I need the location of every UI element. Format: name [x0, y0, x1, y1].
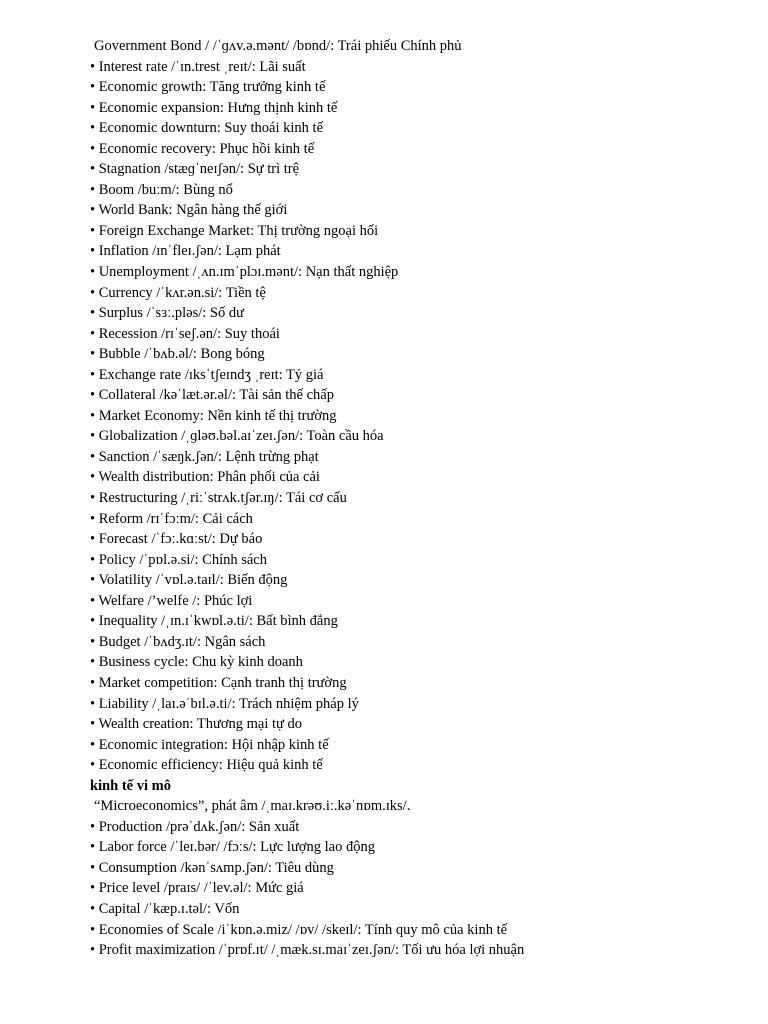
glossary-item: • Forecast /ˈfɔː.kɑːst/: Dự báo [90, 531, 263, 548]
glossary-item: • Policy /ˈpɒl.ə.si/: Chính sách [90, 551, 267, 568]
glossary-item: • Liability /ˌlaɪ.əˈbɪl.ə.ti/: Trách nhiệm pháp lý [90, 695, 359, 712]
glossary-item: • Wealth creation: Thương mại tự do [90, 716, 302, 733]
glossary-item: • Economic expansion: Hưng thịnh kinh tế [90, 99, 338, 116]
glossary-item: • Economies of Scale /iˈkɒn.ə.miz/ /ɒv/ /skeɪl/: Tính quy mô của kinh tế [90, 921, 508, 938]
glossary-item: • Exchange rate /ɪksˈtʃeɪndʒ ˌreɪt: Tỷ giá [90, 366, 324, 383]
glossary-item: • Currency /ˈkʌr.ən.si/: Tiền tệ [90, 284, 266, 301]
glossary-item: • Welfare /’welfe /: Phúc lợi [90, 592, 253, 609]
glossary-item: • Consumption /kənˈsʌmp.ʃən/: Tiêu dùng [90, 859, 334, 876]
glossary-item: • Economic efficiency: Hiệu quả kinh tế [90, 757, 323, 774]
glossary-item: • Budget /ˈbʌdʒ.ɪt/: Ngân sách [90, 633, 266, 650]
glossary-item: • Collateral /kəˈlæt.ər.əl/: Tài sản thế chấp [90, 387, 334, 404]
section-heading: kinh tế vi mô [90, 777, 171, 794]
glossary-item: • Stagnation /stæɡˈneɪʃən/: Sự trì trệ [90, 161, 300, 178]
glossary-item: • Foreign Exchange Market: Thị trường ngoại hối [90, 222, 379, 239]
glossary-item: • World Bank: Ngân hàng thế giới [90, 202, 288, 219]
glossary-item: • Interest rate /ˈɪn.trest ˌreɪt/: Lãi suất [90, 58, 306, 75]
glossary-item: • Reform /rɪˈfɔːm/: Cải cách [90, 510, 253, 527]
glossary-item: • Wealth distribution: Phân phối của cải [90, 469, 320, 486]
intro-line: Government Bond / /ˈɡʌv.ə.mənt/ /bɒnd/: Trái phiếu Chính phủ [94, 38, 462, 54]
glossary-item: • Bubble /ˈbʌb.əl/: Bong bóng [90, 346, 265, 363]
glossary-item: • Business cycle: Chu kỳ kinh doanh [90, 654, 303, 671]
glossary-item: • Surplus /ˈsɜː.pləs/: Số dư [90, 305, 244, 322]
glossary-item: • Economic downturn: Suy thoái kinh tế [90, 120, 324, 137]
glossary-item: • Boom /buːm/: Bùng nổ [90, 181, 233, 198]
glossary-item: • Profit maximization /ˈprɒf.ɪt/ /ˌmæk.sɪ.maɪˈzeɪ.ʃən/: Tối ưu hóa lợi nhuận [90, 942, 525, 959]
glossary-item: • Economic growth: Tăng trưởng kinh tế [90, 79, 326, 96]
glossary-item: • Price level /praɪs/ /ˈlev.əl/: Mức giá [90, 880, 304, 897]
glossary-item: • Unemployment /ˌʌn.ɪmˈplɔɪ.mənt/: Nạn thất nghiệp [90, 264, 399, 281]
glossary-item: • Restructuring /ˌriːˈstrʌk.tʃər.ɪŋ/: Tái cơ cấu [90, 490, 347, 507]
glossary-item: • Recession /rɪˈseʃ.ən/: Suy thoái [90, 325, 280, 342]
intro-line: “Microeconomics”, phát âm /ˌmaɪ.krəʊ.iː.kəˈnɒm.ɪks/. [94, 798, 411, 815]
glossary-item: • Sanction /ˈsæŋk.ʃən/: Lệnh trừng phạt [90, 448, 319, 465]
glossary-item: • Market competition: Cạnh tranh thị trường [90, 674, 347, 691]
glossary-item: • Market Economy: Nền kinh tế thị trường [90, 407, 337, 424]
glossary-item: • Production /prəˈdʌk.ʃən/: Sản xuất [90, 818, 300, 835]
glossary-item: • Inequality /ˌɪn.ɪˈkwɒl.ə.ti/: Bất bình đẳng [90, 613, 338, 630]
glossary-item: • Volatility /ˈvɒl.ə.taɪl/: Biến động [90, 572, 288, 589]
glossary-item: • Economic recovery: Phục hồi kinh tế [90, 140, 315, 157]
glossary-item: • Economic integration: Hội nhập kinh tế [90, 736, 329, 753]
document-page [90, 36, 750, 961]
glossary-item: • Inflation /ɪnˈfleɪ.ʃən/: Lạm phát [90, 243, 281, 260]
glossary-item: • Capital /ˈkæp.ɪ.təl/: Vốn [90, 900, 240, 917]
glossary-item: • Globalization /ˌɡləʊ.bəl.aɪˈzeɪ.ʃən/: Toàn cầu hóa [90, 428, 384, 445]
glossary-item: • Labor force /ˈleɪ.bər/ /fɔːs/: Lực lượng lao động [90, 839, 375, 856]
